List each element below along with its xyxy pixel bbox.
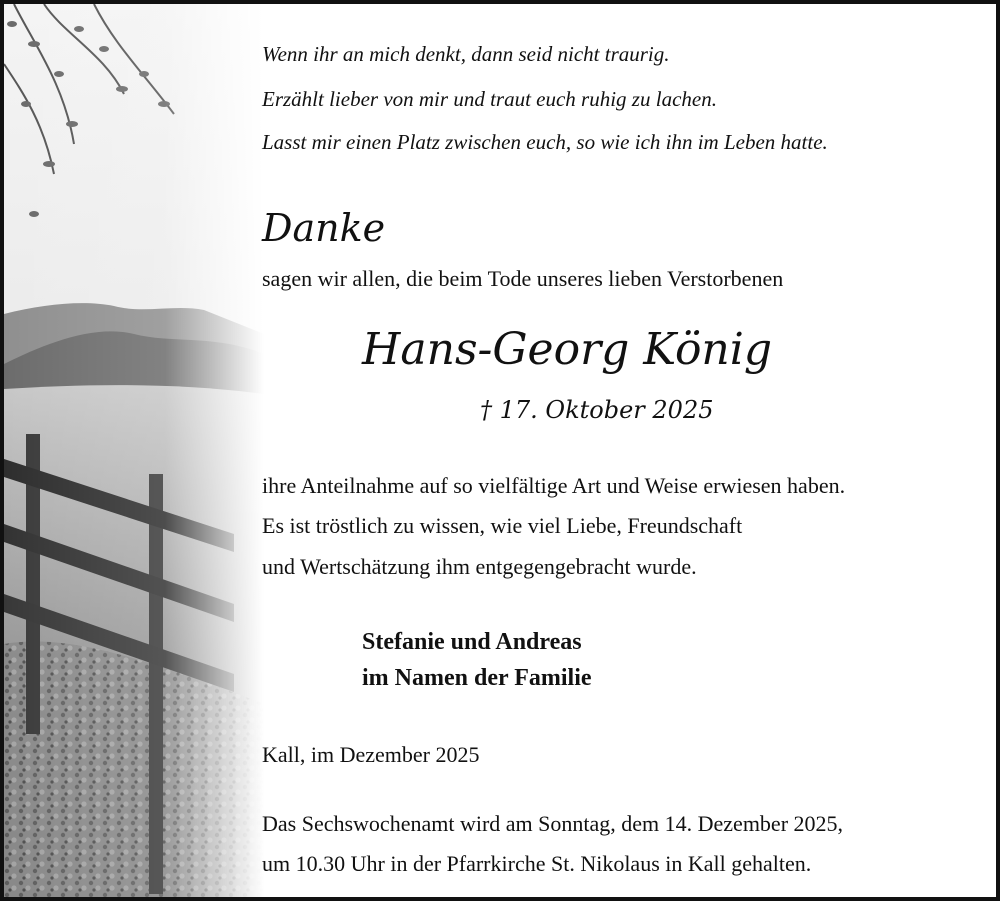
signature-names: Stefanie und Andreas <box>362 629 582 655</box>
service-line-2: um 10.30 Uhr in der Pfarrkirche St. Nikolaus in Kall gehalten. <box>262 851 812 876</box>
signature-family: im Namen der Familie <box>362 665 592 691</box>
message-line-1: ihre Anteilnahme auf so vielfältige Art und Weise erwiesen haben. <box>262 473 846 498</box>
heading-danke: Danke <box>262 206 386 250</box>
landscape-photo <box>4 4 264 901</box>
message-line-3: und Wertschätzung ihm entgegengebracht wurde. <box>262 554 697 579</box>
intro-text: sagen wir allen, die beim Tode unseres lieben Verstorbenen <box>262 266 784 291</box>
place-date: Kall, im Dezember 2025 <box>262 742 480 767</box>
poem-line-3: Lasst mir einen Platz zwischen euch, so wie ich ihn im Leben hatte. <box>262 130 828 154</box>
poem-line-1: Wenn ihr an mich denkt, dann seid nicht traurig. <box>262 42 670 66</box>
death-date: † 17. Oktober 2025 <box>480 396 714 424</box>
service-line-1: Das Sechswochenamt wird am Sonntag, dem 14. Dezember 2025, <box>262 811 844 836</box>
deceased-name: Hans-Georg König <box>362 324 773 375</box>
poem-line-2: Erzählt lieber von mir und traut euch ruhig zu lachen. <box>262 87 717 111</box>
message-line-2: Es ist tröstlich zu wissen, wie viel Liebe, Freundschaft <box>262 513 743 538</box>
